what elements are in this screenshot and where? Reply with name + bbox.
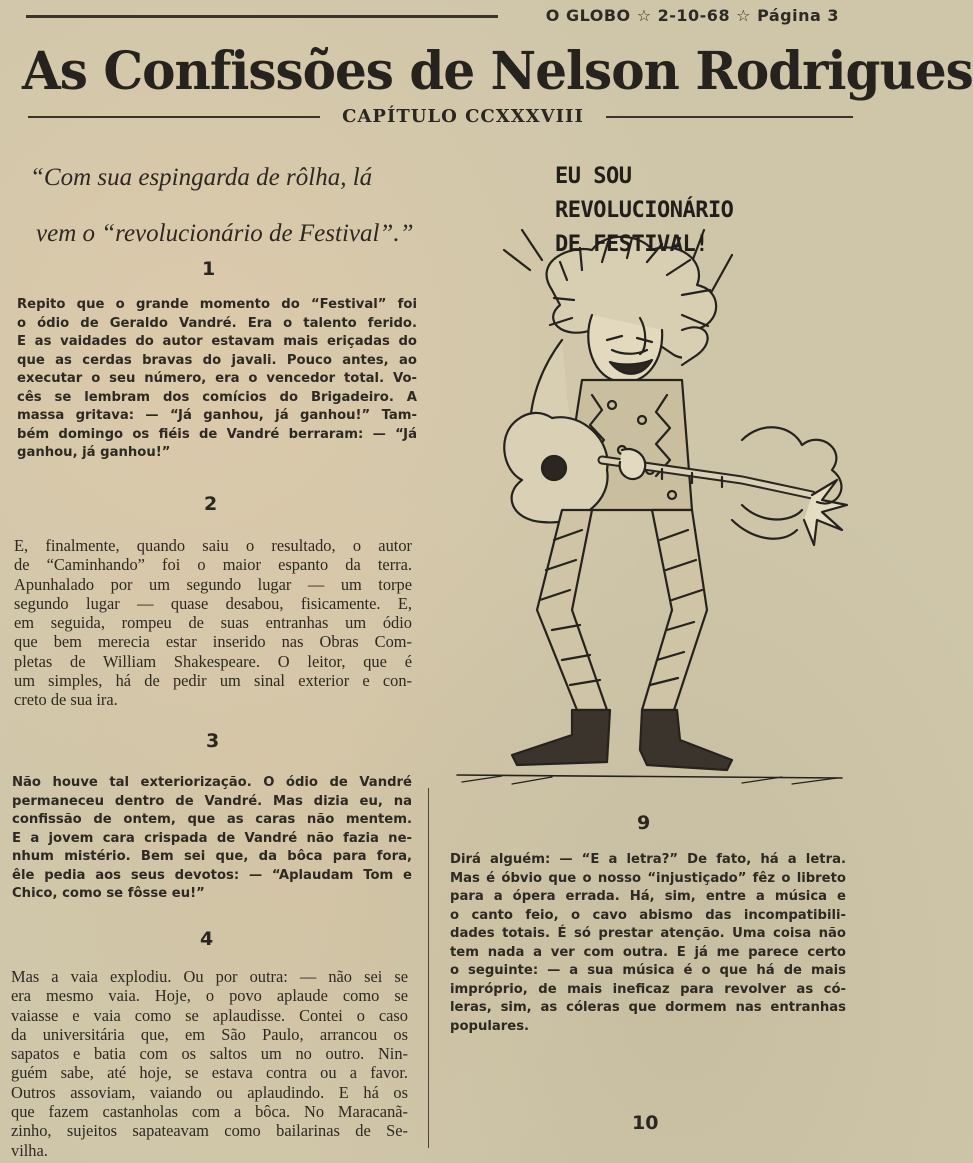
- text-line: ganhou, já ganhou!”: [17, 445, 171, 460]
- text-line: zinho, sujeitos sapateavam como bailarinas de Se-: [11, 1121, 408, 1141]
- section-number: 10: [632, 1112, 659, 1134]
- text-line: impróprio, de mais ineficaz para revolver as có-: [450, 981, 846, 997]
- text-line: vilha.: [11, 1140, 48, 1160]
- column-divider: [428, 788, 429, 1148]
- text-line: vaiasse e vaia como se aplaudisse. Contei o caso: [11, 1005, 408, 1025]
- text-line: para a ópera errada. Há, sim, entre a música e: [450, 889, 846, 904]
- text-line: Não houve tal exteriorização. O ódio de Vandré: [12, 775, 412, 790]
- text-line: o canto feio, o cavo abismo das incompatibili-: [450, 907, 846, 923]
- text-line: confissão de ontem, que as caras não mentem.: [12, 812, 412, 827]
- text-line: E as vaidades do autor estavam mais eriçadas do: [17, 334, 417, 349]
- header-rule: [26, 15, 498, 18]
- star-icon: ☆: [636, 6, 658, 25]
- text-line: da universitária que, em São Paulo, arrancou os: [11, 1024, 408, 1044]
- cartoon-caption: [555, 160, 805, 262]
- text-line: nhum mistério. Bem sei que, da bôca para fora,: [12, 849, 412, 864]
- text-line: Apunhalado por um segundo lugar — um torpe: [14, 574, 412, 594]
- text-line: de “Caminhando” foi o maior espanto da terra.: [14, 555, 412, 575]
- section-number: 3: [206, 730, 220, 752]
- chapter-row: [28, 106, 853, 126]
- chapter-rule-left: [28, 116, 320, 118]
- text-line: era mesmo vaia. Hoje, o povo aplaude como se: [11, 986, 408, 1006]
- page-header: [0, 0, 861, 36]
- text-line: Mas é óbvio que o nosso “injustiçado” fêz o libreto: [450, 870, 846, 886]
- text-line: Mas a vaia explodiu. Ou por outra: — não sei se: [11, 967, 408, 986]
- text-line: segundo lugar — quase desabou, fisicamente. E,: [14, 593, 412, 613]
- chapter-rule-right: [606, 116, 853, 118]
- text-line: creto de sua ira.: [14, 690, 118, 710]
- text-line: dades totais. É só prestar atenção. Uma coisa não: [450, 926, 846, 941]
- newspaper-name: O GLOBO: [545, 6, 631, 25]
- text-line: tem nada a ver com outra. E já me parece certo: [450, 944, 846, 960]
- text-line: Repito que o grande momento do “Festival” foi: [17, 297, 417, 312]
- text-line: guém sabe, até hoje, se estava contra ou a favor.: [11, 1063, 408, 1083]
- text-line: um simples, há de pedir um sinal exterior e con-: [14, 671, 412, 691]
- page-number: Página 3: [757, 6, 839, 25]
- section-1-text: [17, 296, 417, 463]
- text-line: o ódio de Geraldo Vandré. Era o talento ferido.: [17, 315, 417, 331]
- section-number: 4: [200, 928, 214, 950]
- issue-date: 2-10-68: [657, 6, 731, 25]
- text-line: pletas de William Shakespeare. O leitor, que é: [14, 651, 412, 671]
- text-line: êle pedia aos seus devotos: — “Aplaudam Tom e: [12, 867, 412, 883]
- chapter-title: CAPÍTULO CCXXXVIII: [342, 106, 584, 127]
- section-4-text: [11, 967, 408, 1160]
- text-line: bém domingo os fiéis de Vandré berraram: — “Já: [17, 426, 417, 442]
- section-number: 1: [202, 258, 216, 280]
- text-line: E, finalmente, quando saiu o resultado, o autor: [14, 536, 412, 555]
- star-icon: ☆: [736, 6, 758, 25]
- text-line: leras, sim, as cóleras que dormem nas entranhas: [450, 1000, 846, 1015]
- section-2-text: [14, 536, 412, 710]
- section-number: 2: [204, 493, 218, 515]
- text-line: permaneceu dentro de Vandré. Mas dizia eu, na: [12, 793, 412, 809]
- text-line: que as cerdas bravas do javali. Pouco antes, ao: [17, 352, 417, 368]
- column-masthead: As Confissões de Nelson Rodrigues: [22, 39, 973, 102]
- text-line: E a jovem cara crispada de Vandré não fazia ne-: [12, 830, 412, 846]
- text-line: em seguida, rompeu de suas entranhas um ódio: [14, 613, 412, 633]
- text-line: cês se lembram dos comícios do Brigadeiro. A: [17, 389, 417, 405]
- text-line: Chico, como se fôsse eu!”: [12, 886, 205, 901]
- pull-quote-line: “Com sua espingarda de rôlha, lá: [30, 164, 373, 191]
- header-info: [546, 6, 839, 25]
- text-line: massa gritava: — “Já ganhou, já ganhou!” Tam-: [17, 408, 417, 423]
- text-line: executar o seu número, era o vencedor total. Vo-: [17, 371, 417, 386]
- text-line: que bem merecia estar inserido nas Obras Com-: [14, 632, 412, 652]
- section-9-text: [450, 851, 846, 1036]
- text-line: o seguinte: — a sua música é o que há de mais: [450, 963, 846, 978]
- text-line: que fazem castanholas com a bôca. No Maracanã-: [11, 1102, 408, 1122]
- text-line: sapatos e batia com os saltos um no outro. Nin-: [11, 1044, 408, 1064]
- cartoon-caption-line: DE FESTIVAL!: [555, 232, 708, 257]
- pull-quote-line: vem o “revolucionário de Festival”.”: [36, 220, 414, 247]
- section-3-text: [12, 774, 412, 904]
- cartoon-caption-line: EU SOU REVOLUCIONÁRIO: [555, 164, 734, 223]
- pull-quote: [30, 150, 440, 262]
- text-line: Dirá alguém: — “E a letra?” De fato, há a letra.: [450, 852, 846, 867]
- text-line: populares.: [450, 1018, 530, 1034]
- text-line: Outros assoviam, vaiando ou aplaudindo. E há os: [11, 1082, 408, 1102]
- section-number: 9: [637, 812, 651, 834]
